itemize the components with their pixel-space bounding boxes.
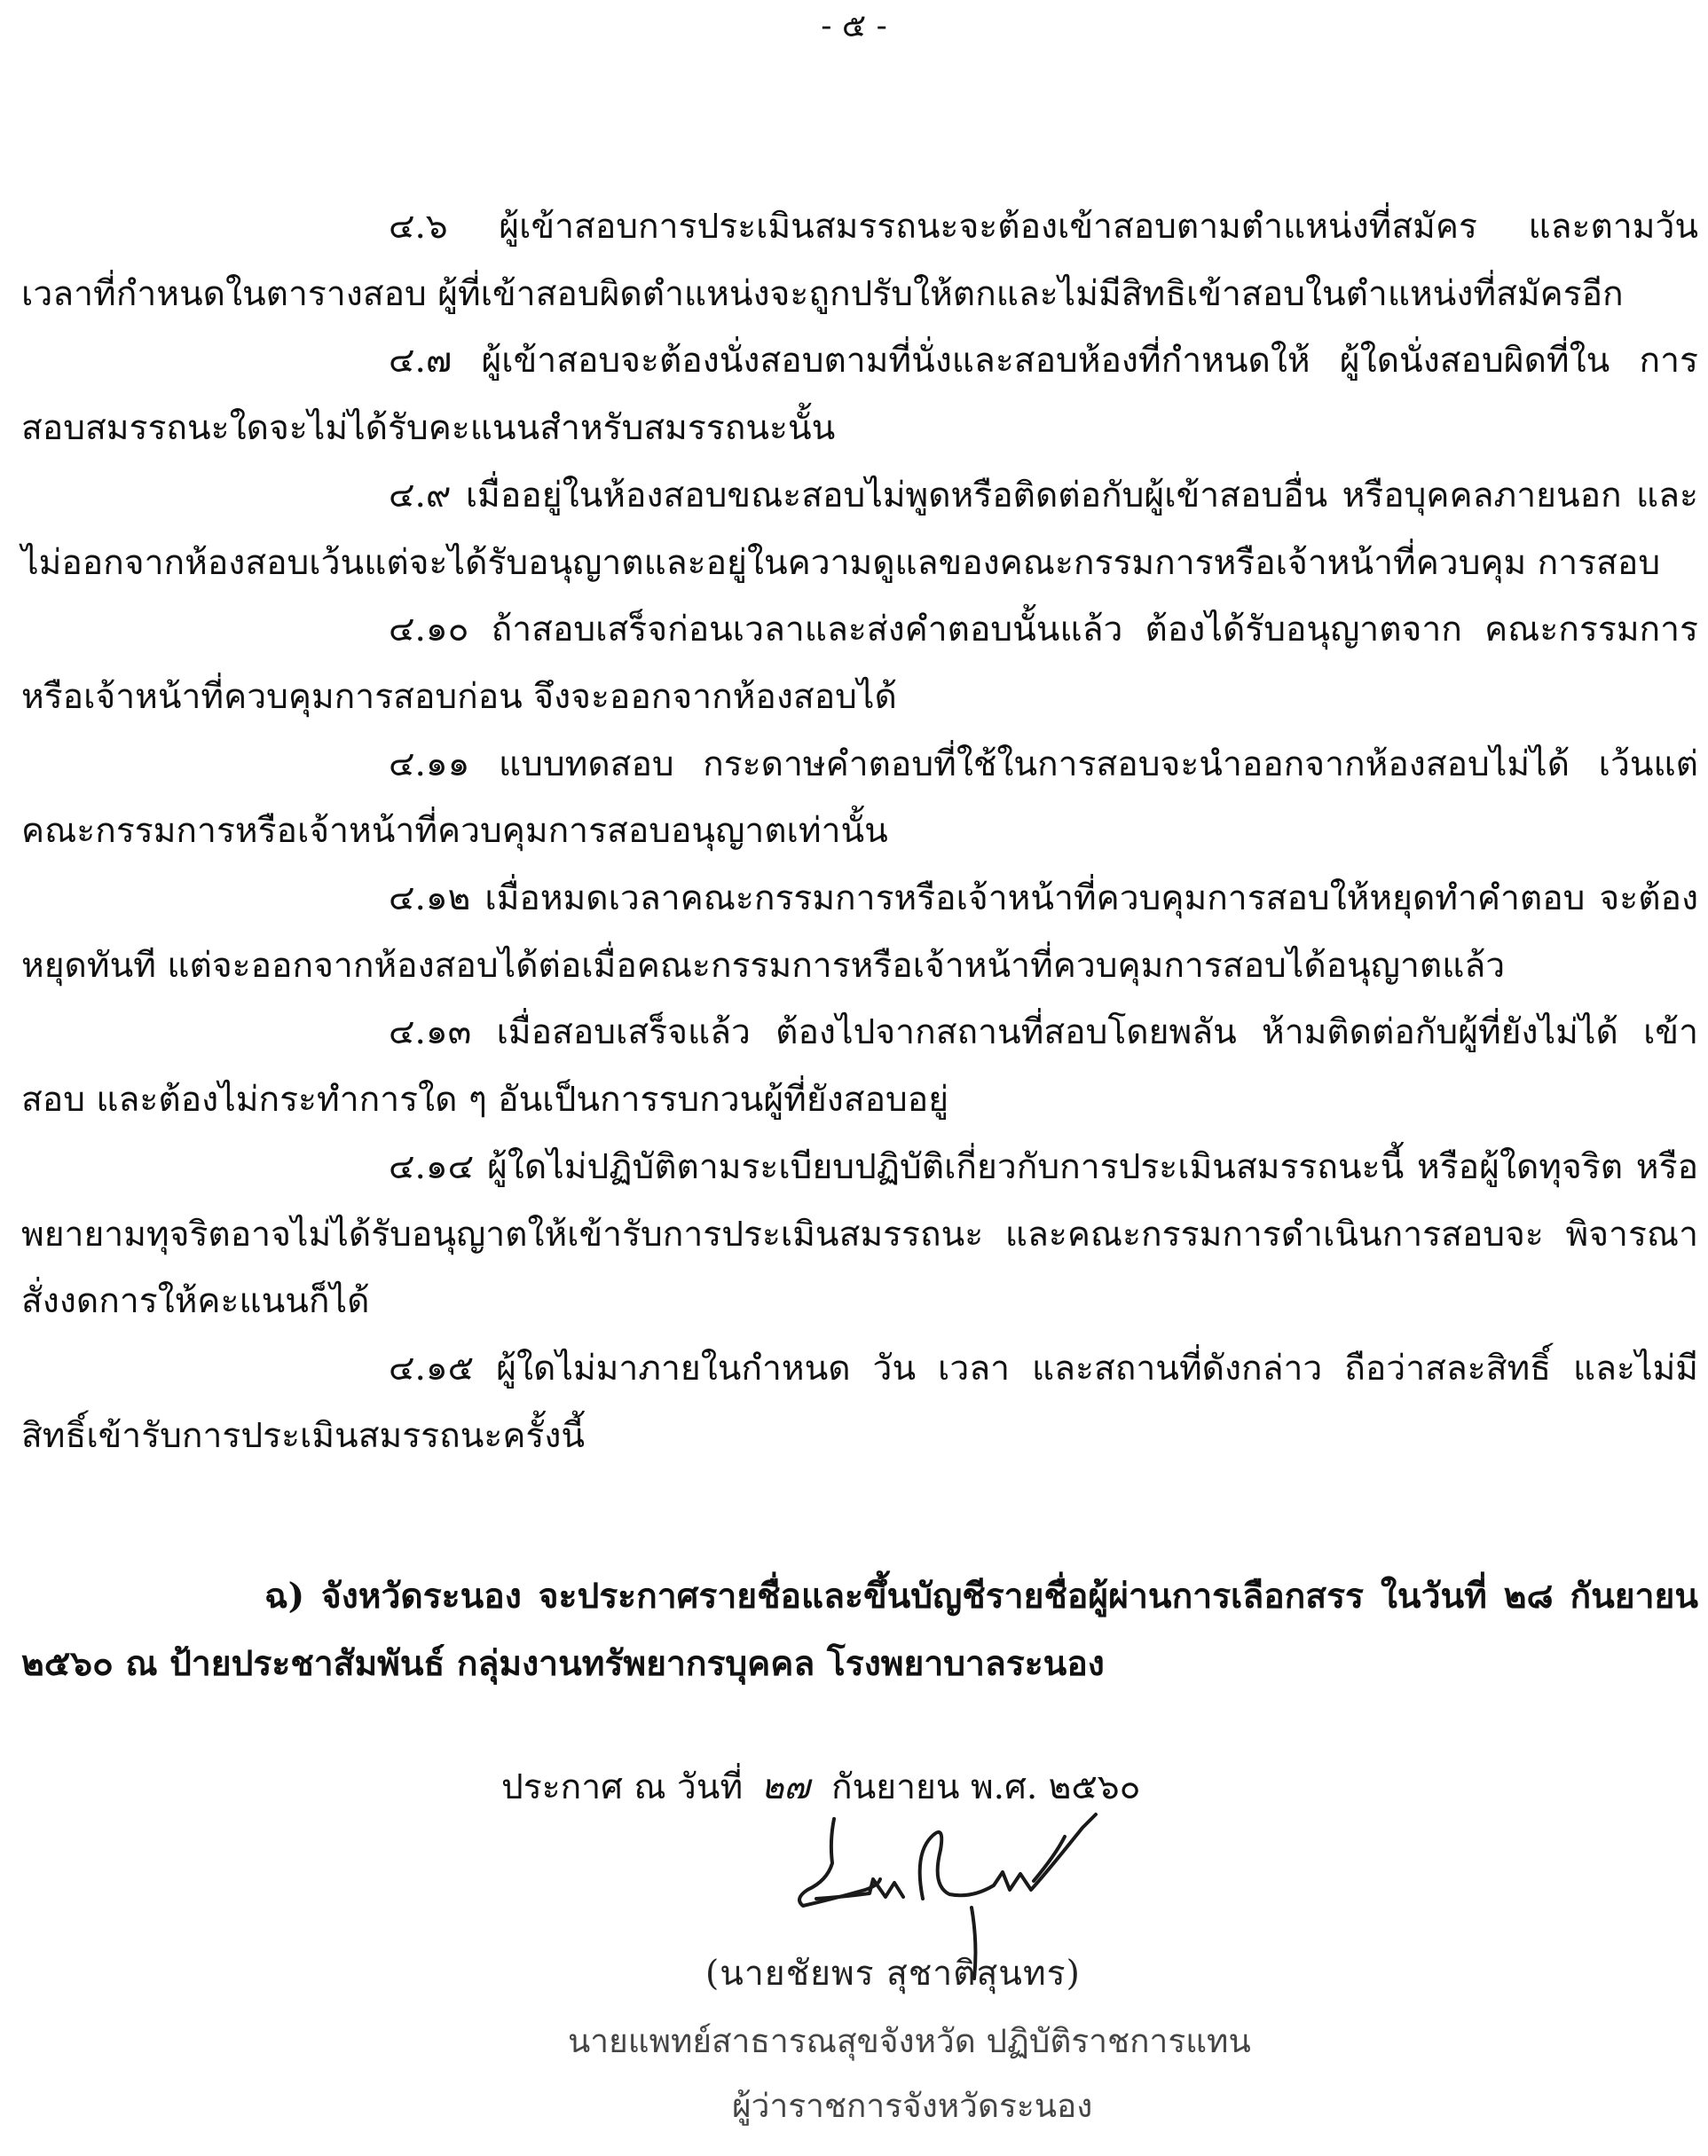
item-first-line: ๔.๙ เมื่ออยู่ในห้องสอบขณะสอบไม่พูดหรือติดต่อกับผู้เข้าสอบอื่น หรือบุคคลภายนอก [389,475,1622,515]
item-first-line: ๔.๑๓ เมื่อสอบเสร็จแล้ว ต้องไปจากสถานที่สอบโดยพลัน ห้ามติดต่อกับผู้ที่ยังไม่ได้ [389,1012,1618,1053]
handwritten-day: ๒๗ [760,1767,810,1807]
signer-office: ผู้ว่าราชการจังหวัดระนอง [732,2087,1093,2125]
item-first-line: ๔.๑๕ ผู้ใดไม่มาภายในกำหนด วัน เวลา และสถานที่ดังกล่าว ถือว่าสละสิทธิ์ และไม่มี [389,1348,1698,1389]
signature-block [0,1757,1708,2156]
signer-name: (นายชัยพร สุชาติสุนทร) [705,1954,1081,1994]
item-first-line: ๔.๗ ผู้เข้าสอบจะต้องนั่งสอบตามที่นั่งและสอบห้องที่กำหนดให้ ผู้ใดนั่งสอบผิดที่ใน [389,341,1610,382]
notice-paragraph [21,1563,1698,1697]
list-item [21,462,1698,596]
item-continuation: เวลาที่กำหนดในตารางสอบ ผู้ที่เข้าสอบผิดตำแหน่งจะถูกปรับให้ตกและไม่มีสิทธิเข้าสอบในตำแหน่งที่สมัครอีก [21,273,1624,314]
list-item [21,327,1698,461]
date-prefix: ประกาศ ณ วันที่ [501,1767,744,1807]
item-first-line: ๔.๑๒ เมื่อหมดเวลาคณะกรรมการหรือเจ้าหน้าที่ควบคุมการสอบให้หยุดทำคำตอบ [389,878,1586,919]
item-first-line: ๔.๑๐ ถ้าสอบเสร็จก่อนเวลาและส่งคำตอบนั้นแล้ว ต้องได้รับอนุญาตจาก [389,610,1462,650]
signer-title: นายแพทย์สาธารณสุขจังหวัด ปฏิบัติราชการแทน [568,2022,1251,2060]
item-first-line: ๔.๑๔ ผู้ใดไม่ปฏิบัติตามระเบียบปฏิบัติเกี่ยวกับการประเมินสมรรถนะนี้ หรือผู้ใดทุจริต [389,1146,1624,1187]
page-number: - ๕ - [821,8,887,44]
item-continuation: เว้นแต่คณะกรรมการหรือเจ้าหน้าที่ควบคุมการสอบอนุญาตเท่านั้น [21,744,1698,852]
regulation-list [21,193,1698,1469]
item-continuation: เข้าสอบ และต้องไม่กระทำการใด ๆ อันเป็นการรบกวนผู้ที่ยังสอบอยู่ [21,1012,1698,1121]
list-item [21,1134,1698,1335]
item-first-line: ๔.๖ ผู้เข้าสอบการประเมินสมรรถนะจะต้องเข้าสอบตามตำแหน่งที่สมัคร และตามวัน [389,207,1698,247]
list-item [21,1335,1698,1469]
item-continuation: จะต้องหยุดทันที แต่จะออกจากห้องสอบได้ต่อเมื่อคณะกรรมการหรือเจ้าหน้าที่ควบคุมการสอบได้อนุญาตแล้ว [21,878,1698,986]
date-suffix: กันยายน พ.ศ. ๒๕๖๐ [831,1767,1141,1807]
notice-continuation: ๒๘ กันยายน ๒๕๖๐ ณ ป้ายประชาสัมพันธ์ กลุ่มงานทรัพยากรบุคคล โรงพยาบาลระนอง [21,1576,1699,1684]
list-item [21,999,1698,1133]
list-item [21,193,1698,327]
item-continuation: คณะกรรมการหรือเจ้าหน้าที่ควบคุมการสอบก่อน จึงจะออกจากห้องสอบได้ [21,610,1698,717]
list-item [21,596,1698,730]
list-item [21,731,1698,865]
item-continuation: การสอบสมรรถนะใดจะไม่ได้รับคะแนนสำหรับสมรรถนะนั้น [21,341,1698,449]
list-item [21,865,1698,999]
item-continuation: หรือพยายามทุจริตอาจไม่ได้รับอนุญาตให้เข้ารับการประเมินสมรรถนะ และคณะกรรมการดำเนินการสอบจะ พิจารณาสั่งงดการให้คะแนนก็ได้ [21,1146,1698,1322]
item-first-line: ๔.๑๑ แบบทดสอบ กระดาษคำตอบที่ใช้ในการสอบจะนำออกจากห้องสอบไม่ได้ [389,744,1570,784]
notice-first-line: ฉ) จังหวัดระนอง จะประกาศรายชื่อและขึ้นบัญชีรายชื่อผู้ผ่านการเลือกสรร ในวันที่ [264,1576,1487,1617]
item-continuation: และไม่ออกจากห้องสอบเว้นแต่จะได้รับอนุญาตและอยู่ในความดูแลของคณะกรรมการหรือเจ้าหน้าที่ควบคุม การสอบ [21,475,1698,583]
announcement-notice [21,1563,1698,1697]
item-continuation: สิทธิ์เข้ารับการประเมินสมรรถนะครั้งนี้ [21,1415,586,1456]
